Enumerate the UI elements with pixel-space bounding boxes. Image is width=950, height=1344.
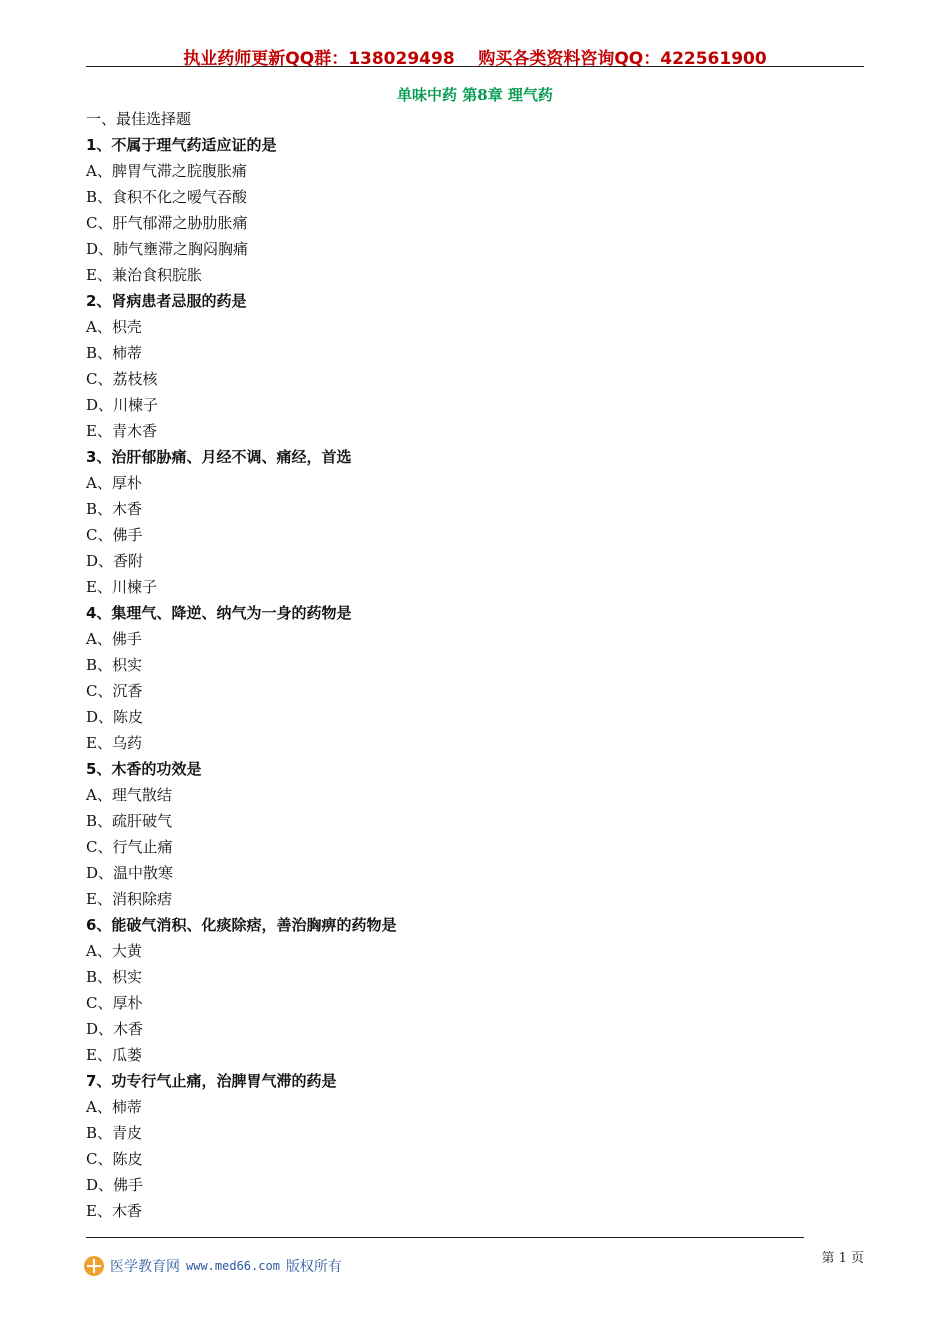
- question-block: [86, 912, 864, 1068]
- option-b: B、青皮: [86, 1124, 143, 1142]
- option-a: A、脾胃气滞之脘腹胀痛: [86, 162, 247, 180]
- footer-branding: [84, 1256, 342, 1276]
- question-text: 2、肾病患者忌服的药是: [86, 292, 247, 310]
- question-block: [86, 444, 864, 600]
- question-list: [86, 106, 864, 1224]
- question-block: [86, 756, 864, 912]
- option-c: C、荔枝核: [86, 370, 158, 388]
- footer-rights: 版权所有: [285, 1259, 342, 1275]
- option-c: C、厚朴: [86, 994, 143, 1012]
- question-text: 1、不属于理气药适应证的是: [86, 136, 277, 154]
- option-c: C、佛手: [86, 526, 143, 544]
- option-b: B、枳实: [86, 968, 143, 986]
- option-e: E、瓜蒌: [86, 1046, 142, 1064]
- question-block: [86, 1068, 864, 1224]
- page-number: 第 1 页: [821, 1251, 864, 1266]
- option-a: A、枳壳: [86, 318, 142, 336]
- option-c: C、陈皮: [86, 1150, 143, 1168]
- option-d: D、温中散寒: [86, 864, 174, 882]
- document-title: 单味中药 第8章 理气药: [397, 86, 553, 104]
- footer-site-link[interactable]: www.med66.com: [186, 1259, 280, 1273]
- option-b: B、柿蒂: [86, 344, 143, 362]
- option-c: C、行气止痛: [86, 838, 173, 856]
- option-e: E、木香: [86, 1202, 142, 1220]
- option-b: B、食积不化之嗳气吞酸: [86, 188, 248, 206]
- option-d: D、木香: [86, 1020, 144, 1038]
- question-text: 5、木香的功效是: [86, 760, 202, 778]
- option-c: C、肝气郁滞之胁肋胀痛: [86, 214, 248, 232]
- option-e: E、川楝子: [86, 578, 157, 596]
- question-text: 7、功专行气止痛，治脾胃气滞的药是: [86, 1072, 337, 1090]
- option-e: E、乌药: [86, 734, 142, 752]
- option-e: E、兼治食积脘胀: [86, 266, 202, 284]
- med66-logo-icon: [84, 1256, 104, 1276]
- option-a: A、理气散结: [86, 786, 172, 804]
- section-heading: 一、最佳选择题: [86, 110, 192, 128]
- option-d: D、陈皮: [86, 708, 144, 726]
- option-a: A、柿蒂: [86, 1098, 142, 1116]
- option-e: E、消积除痞: [86, 890, 172, 908]
- option-d: D、肺气壅滞之胸闷胸痛: [86, 240, 249, 258]
- option-d: D、佛手: [86, 1176, 144, 1194]
- option-e: E、青木香: [86, 422, 157, 440]
- option-c: C、沉香: [86, 682, 143, 700]
- header-banner: 执业药师更新QQ群：138029498 购买各类资料咨询QQ：422561900: [183, 49, 767, 69]
- question-text: 6、能破气消积、化痰除痞，善治胸痹的药物是: [86, 916, 397, 934]
- option-b: B、枳实: [86, 656, 143, 674]
- option-b: B、木香: [86, 500, 143, 518]
- header-rule: [86, 66, 864, 67]
- question-block: [86, 132, 864, 288]
- footer-rule: [86, 1237, 804, 1238]
- question-text: 4、集理气、降逆、纳气为一身的药物是: [86, 604, 352, 622]
- option-a: A、佛手: [86, 630, 142, 648]
- option-a: A、大黄: [86, 942, 142, 960]
- option-a: A、厚朴: [86, 474, 142, 492]
- option-d: D、川楝子: [86, 396, 159, 414]
- footer-brand: 医学教育网: [110, 1259, 180, 1275]
- option-d: D、香附: [86, 552, 144, 570]
- option-b: B、疏肝破气: [86, 812, 173, 830]
- question-block: [86, 288, 864, 444]
- question-text: 3、治肝郁胁痛、月经不调、痛经，首选: [86, 448, 352, 466]
- question-block: [86, 600, 864, 756]
